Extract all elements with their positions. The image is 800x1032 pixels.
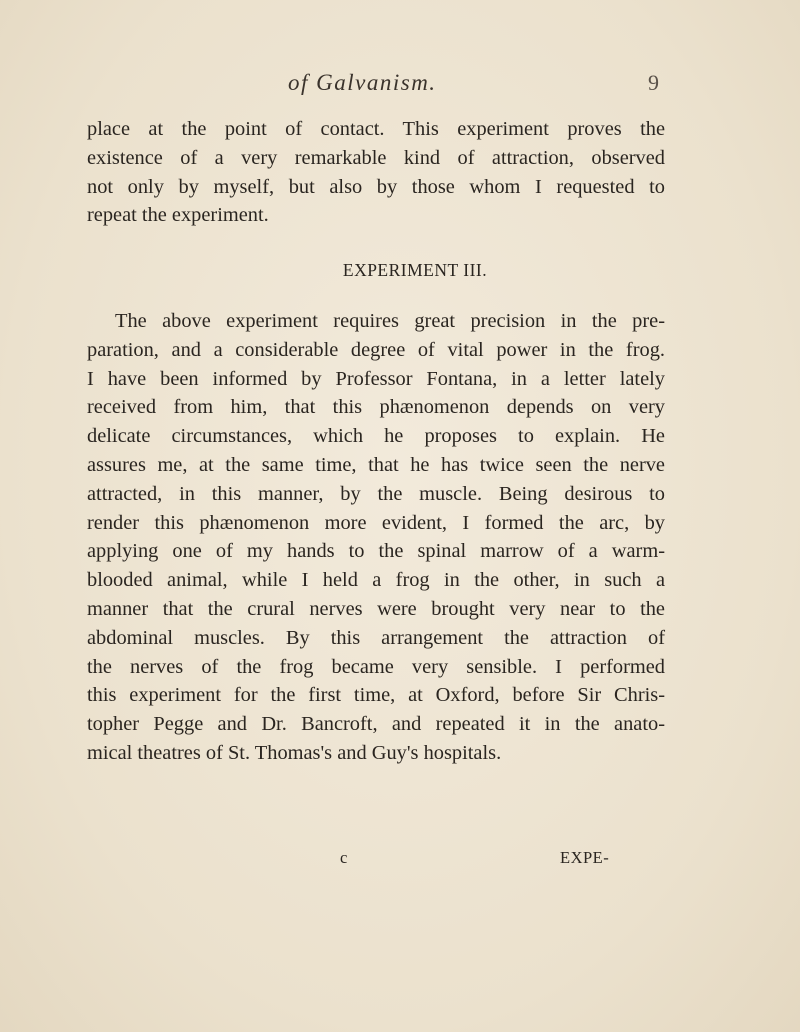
running-title: of Galvanism.	[288, 70, 437, 95]
text-line: assures me, at the same time, that he has twice seen the nerve	[87, 453, 665, 476]
text-line: existence of a very remarkable kind of attraction, observed	[87, 146, 665, 169]
section-heading: EXPERIMENT III.	[342, 260, 488, 280]
running-head	[0, 70, 800, 100]
text-line: repeat the experiment.	[87, 204, 269, 227]
text-line: The above experiment requires great precision in the pre-	[115, 310, 665, 332]
text-line: manner that the crural nerves were brought very near to the	[87, 597, 665, 620]
text-line: render this phænomenon more evident, I formed the arc, by	[87, 511, 665, 534]
catchword: EXPE-	[560, 848, 610, 867]
paragraph-continued	[87, 115, 665, 230]
text-line: blooded animal, while I held a frog in the other, in such a	[87, 569, 665, 592]
text-line: applying one of my hands to the spinal marrow of a warm-	[87, 540, 665, 563]
text-line: I have been informed by Professor Fontana, in a letter lately	[87, 367, 665, 390]
text-line: abdominal muscles. By this arrangement the attraction of	[87, 626, 665, 649]
text-line: mical theatres of St. Thomas's and Guy's hospitals.	[87, 741, 502, 764]
paragraph-experiment-three	[87, 307, 665, 768]
text-line: attracted, in this manner, by the muscle. Being desirous to	[87, 482, 665, 505]
text-line: not only by myself, but also by those whom I requested to	[87, 175, 665, 198]
text-line: the nerves of the frog became very sensible. I performed	[87, 655, 665, 678]
signature-mark: c	[340, 848, 348, 867]
page-number: 9	[648, 70, 659, 95]
text-line: place at the point of contact. This experiment proves the	[87, 118, 665, 140]
text-line: this experiment for the first time, at Oxford, before Sir Chris-	[87, 684, 665, 707]
text-line: received from him, that this phænomenon depends on very	[87, 396, 665, 419]
text-line: delicate circumstances, which he proposes to explain. He	[87, 425, 665, 448]
text-line: topher Pegge and Dr. Bancroft, and repeated it in the anato-	[87, 713, 665, 736]
text-line: paration, and a considerable degree of vital power in the frog.	[87, 338, 665, 361]
footer-catchline	[0, 848, 800, 872]
